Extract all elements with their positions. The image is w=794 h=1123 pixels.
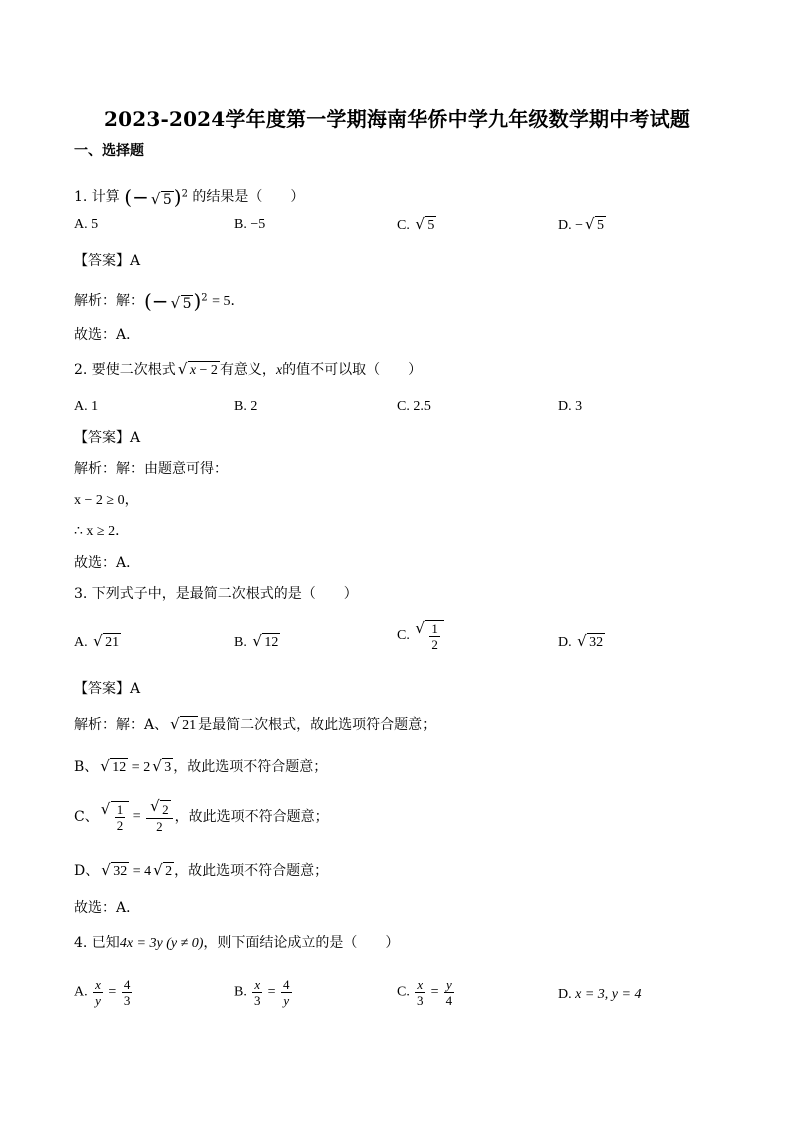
- section-heading: 一、选择题: [74, 143, 144, 159]
- q1-choose: 故选：A．: [74, 327, 141, 343]
- q2-stem: 2. 要使二次根式√ x − 2 有意义，x的值不可以取（ ）: [74, 361, 422, 380]
- q4-option-d: D. x = 3, y = 4: [558, 987, 642, 1002]
- q3-choose: 故选：A．: [74, 900, 141, 916]
- q1-expr: (−√ 5 )$^2$: [124, 185, 188, 209]
- q1-option-c: C. √ 5: [397, 216, 436, 235]
- q2-step2: ∴ x ≥ 2．: [74, 524, 130, 539]
- q3-option-c: C. √ $\frac{1}{2}$: [397, 620, 444, 652]
- q1-stem: [74, 185, 304, 209]
- q2-option-d: D. 3: [558, 399, 583, 414]
- q3-analysis-d: D、√ 32 = 4√ 2 ，故此选项不符合题意；: [74, 862, 328, 881]
- q1-option-d: D. −√ 5: [558, 216, 606, 235]
- q1-stem-suffix: 的结果是（ ）: [192, 188, 305, 205]
- q3-answer: 【答案】A: [74, 681, 141, 697]
- q3-analysis-b: B、√ 12 = 2√ 3 ，故此选项不符合题意；: [74, 758, 327, 777]
- q2-analysis: 解析：解：由题意可得：: [74, 461, 228, 477]
- q3-option-b: B. √ 12: [234, 633, 280, 652]
- q2-choose: 故选：A．: [74, 555, 141, 571]
- q1-option-b: B. −5: [234, 217, 266, 232]
- q3-option-a: A. √ 21: [74, 633, 121, 652]
- q4-option-b: B. $\frac{x}{3}$ = $\frac{4}{y}$: [234, 977, 290, 1008]
- q2-step1: x − 2 ≥ 0，: [74, 493, 139, 508]
- q1-analysis: 解析：解：(−√ 5 )$^2$ = 5．: [74, 289, 245, 313]
- page-title: 2023-2024学年度第一学期海南华侨中学九年级数学期中考试题: [103, 107, 691, 131]
- q1-stem-prefix: 1. 计算: [74, 188, 120, 205]
- q4-option-c: C. $\frac{x}{3}$ = $\frac{y}{4}$: [397, 977, 453, 1008]
- q3-analysis-c: C、 √ $\frac{1}{2}$ = √ $\frac{2}{2}$ ，故此选项不符合题意；: [74, 800, 329, 834]
- q2-option-c: C. 2.5: [397, 399, 431, 414]
- q2-answer: 【答案】A: [74, 430, 141, 446]
- q2-option-b: B. 2: [234, 399, 258, 414]
- q4-option-a: A. $\frac{x}{y}$ = $\frac{4}{3}$: [74, 977, 131, 1008]
- q1-answer: 【答案】A: [74, 253, 141, 269]
- q3-option-d: D. √ 32: [558, 633, 605, 652]
- q3-analysis-a: 解析：解：A、√ 21 是最简二次根式，故此选项符合题意；: [74, 716, 436, 735]
- q3-stem: 3. 下列式子中，是最简二次根式的是（ ）: [74, 586, 358, 602]
- q2-option-a: A. 1: [74, 399, 99, 414]
- q1-option-a: A. 5: [74, 217, 99, 232]
- q4-stem: 4. 已知4x = 3y (y ≠ 0)，则下面结论成立的是（ ）: [74, 935, 400, 951]
